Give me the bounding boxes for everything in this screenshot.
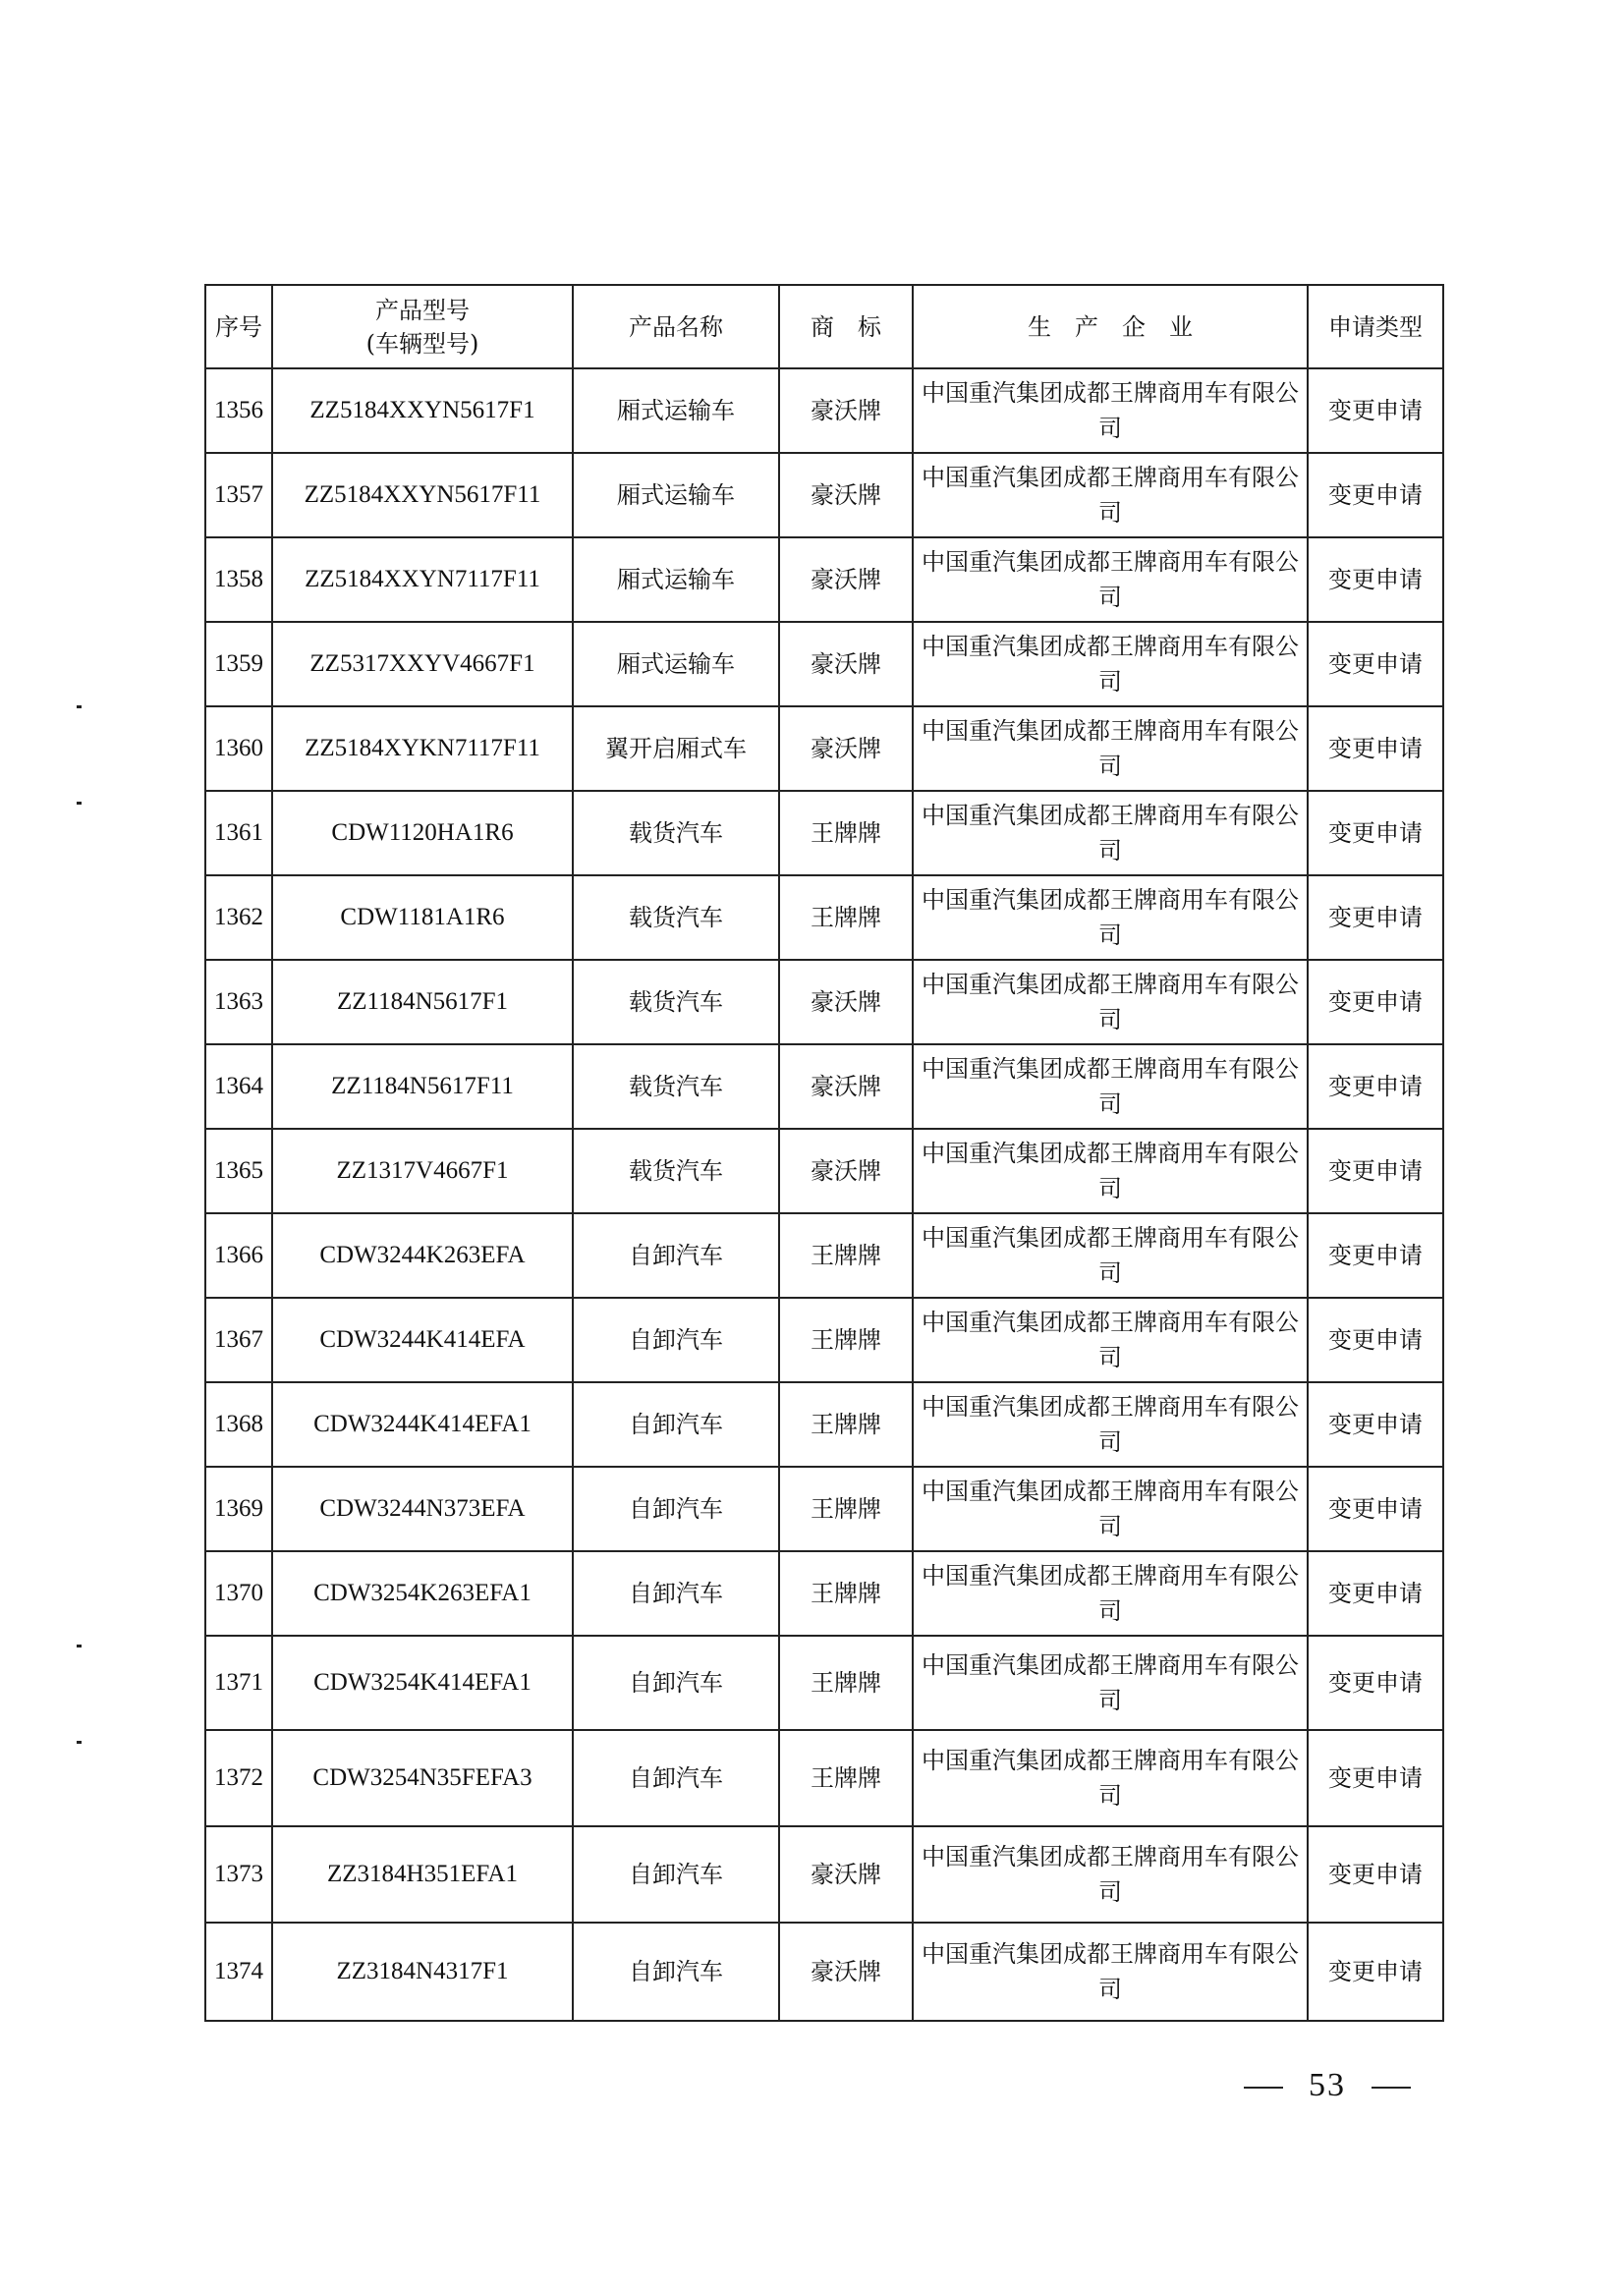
cell-maker: 中国重汽集团成都王牌商用车有限公司 [913,875,1308,960]
cell-name: 自卸汽车 [573,1213,779,1298]
cell-model: ZZ1317V4667F1 [272,1129,573,1213]
cell-seq: 1371 [205,1636,272,1730]
table-row [205,791,1443,875]
cell-name: 翼开启厢式车 [573,706,779,791]
header-model-line2: (车辆型号) [365,329,479,358]
cell-name: 载货汽车 [573,1129,779,1213]
cell-model: CDW3244K414EFA1 [272,1382,573,1467]
cell-type: 变更申请 [1308,706,1443,791]
table-row [205,622,1443,706]
cell-model: ZZ1184N5617F1 [272,960,573,1044]
cell-model: CDW3244K414EFA [272,1298,573,1382]
cell-type: 变更申请 [1308,1551,1443,1636]
cell-maker: 中国重汽集团成都王牌商用车有限公司 [913,1129,1308,1213]
cell-type: 变更申请 [1308,1298,1443,1382]
cell-name: 载货汽车 [573,791,779,875]
cell-seq: 1361 [205,791,272,875]
cell-model: ZZ5184XXYN5617F11 [272,453,573,537]
cell-brand: 豪沃牌 [779,1826,913,1923]
header-name: 产品名称 [573,285,779,368]
cell-seq: 1357 [205,453,272,537]
cell-type: 变更申请 [1308,537,1443,622]
cell-model: ZZ3184H351EFA1 [272,1826,573,1923]
cell-type: 变更申请 [1308,875,1443,960]
cell-seq: 1363 [205,960,272,1044]
table-row [205,1923,1443,2021]
table-row [205,1044,1443,1129]
page-number: 53 [1309,2067,1346,2103]
cell-seq: 1365 [205,1129,272,1213]
table-row [205,453,1443,537]
table-row [205,1826,1443,1923]
cell-seq: 1368 [205,1382,272,1467]
cell-name: 自卸汽车 [573,1636,779,1730]
table-row [205,368,1443,453]
cell-maker: 中国重汽集团成都王牌商用车有限公司 [913,960,1308,1044]
cell-model: CDW3254K414EFA1 [272,1636,573,1730]
cell-seq: 1358 [205,537,272,622]
cell-name: 自卸汽车 [573,1730,779,1826]
cell-model: CDW1181A1R6 [272,875,573,960]
cell-maker: 中国重汽集团成都王牌商用车有限公司 [913,368,1308,453]
header-brand: 商 标 [779,285,913,368]
cell-model: CDW1120HA1R6 [272,791,573,875]
cell-model: ZZ5184XXYN5617F1 [272,368,573,453]
cell-model: CDW3254N35FEFA3 [272,1730,573,1826]
cell-maker: 中国重汽集团成都王牌商用车有限公司 [913,1730,1308,1826]
cell-name: 厢式运输车 [573,453,779,537]
cell-brand: 王牌牌 [779,1213,913,1298]
footer-dash-left [1244,2087,1283,2089]
cell-model: ZZ1184N5617F11 [272,1044,573,1129]
cell-seq: 1369 [205,1467,272,1551]
cell-brand: 王牌牌 [779,1551,913,1636]
margin-mark [77,1741,82,1744]
cell-seq: 1364 [205,1044,272,1129]
table-row [205,1467,1443,1551]
cell-model: ZZ5317XXYV4667F1 [272,622,573,706]
cell-name: 自卸汽车 [573,1467,779,1551]
cell-maker: 中国重汽集团成都王牌商用车有限公司 [913,1636,1308,1730]
cell-brand: 王牌牌 [779,1636,913,1730]
table-row [205,875,1443,960]
cell-maker: 中国重汽集团成都王牌商用车有限公司 [913,1213,1308,1298]
cell-maker: 中国重汽集团成都王牌商用车有限公司 [913,1826,1308,1923]
cell-seq: 1370 [205,1551,272,1636]
table-row [205,706,1443,791]
cell-maker: 中国重汽集团成都王牌商用车有限公司 [913,622,1308,706]
cell-type: 变更申请 [1308,1636,1443,1730]
cell-type: 变更申请 [1308,1213,1443,1298]
cell-name: 载货汽车 [573,875,779,960]
footer-dash-right [1372,2087,1411,2089]
cell-brand: 豪沃牌 [779,1129,913,1213]
table-body [205,368,1443,2021]
cell-brand: 豪沃牌 [779,1044,913,1129]
table-row [205,1213,1443,1298]
header-model [272,285,573,368]
cell-type: 变更申请 [1308,1044,1443,1129]
cell-brand: 豪沃牌 [779,706,913,791]
cell-name: 载货汽车 [573,1044,779,1129]
cell-type: 变更申请 [1308,1826,1443,1923]
cell-model: CDW3254K263EFA1 [272,1551,573,1636]
cell-brand: 豪沃牌 [779,368,913,453]
cell-type: 变更申请 [1308,791,1443,875]
cell-brand: 王牌牌 [779,1467,913,1551]
cell-seq: 1356 [205,368,272,453]
cell-maker: 中国重汽集团成都王牌商用车有限公司 [913,1382,1308,1467]
cell-brand: 豪沃牌 [779,622,913,706]
cell-seq: 1362 [205,875,272,960]
table-row [205,960,1443,1044]
cell-brand: 豪沃牌 [779,960,913,1044]
cell-type: 变更申请 [1308,1129,1443,1213]
header-seq: 序号 [205,285,272,368]
cell-seq: 1374 [205,1923,272,2021]
cell-maker: 中国重汽集团成都王牌商用车有限公司 [913,706,1308,791]
page-footer [1218,2067,1436,2104]
cell-model: ZZ3184N4317F1 [272,1923,573,2021]
cell-model: ZZ5184XYKN7117F11 [272,706,573,791]
cell-maker: 中国重汽集团成都王牌商用车有限公司 [913,1467,1308,1551]
cell-name: 自卸汽车 [573,1923,779,2021]
cell-seq: 1360 [205,706,272,791]
cell-brand: 王牌牌 [779,1298,913,1382]
margin-mark [77,1645,82,1647]
cell-model: CDW3244N373EFA [272,1467,573,1551]
vehicle-product-table [204,284,1444,2022]
cell-type: 变更申请 [1308,1467,1443,1551]
cell-name: 厢式运输车 [573,622,779,706]
header-type: 申请类型 [1308,285,1443,368]
cell-type: 变更申请 [1308,960,1443,1044]
header-model-line1: 产品型号 [375,296,470,324]
cell-maker: 中国重汽集团成都王牌商用车有限公司 [913,537,1308,622]
table-row [205,537,1443,622]
cell-seq: 1373 [205,1826,272,1923]
margin-mark [77,802,82,805]
cell-type: 变更申请 [1308,1923,1443,2021]
cell-maker: 中国重汽集团成都王牌商用车有限公司 [913,1551,1308,1636]
cell-brand: 豪沃牌 [779,537,913,622]
cell-maker: 中国重汽集团成都王牌商用车有限公司 [913,1923,1308,2021]
table-row [205,1551,1443,1636]
cell-type: 变更申请 [1308,622,1443,706]
cell-maker: 中国重汽集团成都王牌商用车有限公司 [913,791,1308,875]
cell-name: 自卸汽车 [573,1298,779,1382]
cell-type: 变更申请 [1308,1730,1443,1826]
cell-maker: 中国重汽集团成都王牌商用车有限公司 [913,453,1308,537]
table-row [205,1636,1443,1730]
header-maker: 生 产 企 业 [913,285,1308,368]
cell-brand: 豪沃牌 [779,453,913,537]
table-header-row [205,285,1443,368]
cell-type: 变更申请 [1308,1382,1443,1467]
cell-brand: 王牌牌 [779,1382,913,1467]
cell-seq: 1367 [205,1298,272,1382]
table-row [205,1129,1443,1213]
table-row [205,1298,1443,1382]
cell-name: 自卸汽车 [573,1382,779,1467]
cell-seq: 1372 [205,1730,272,1826]
cell-type: 变更申请 [1308,453,1443,537]
cell-model: CDW3244K263EFA [272,1213,573,1298]
cell-name: 自卸汽车 [573,1551,779,1636]
cell-brand: 王牌牌 [779,1730,913,1826]
margin-mark [77,705,82,708]
table-row [205,1730,1443,1826]
cell-name: 载货汽车 [573,960,779,1044]
cell-name: 厢式运输车 [573,537,779,622]
cell-maker: 中国重汽集团成都王牌商用车有限公司 [913,1044,1308,1129]
table-row [205,1382,1443,1467]
cell-name: 厢式运输车 [573,368,779,453]
cell-seq: 1366 [205,1213,272,1298]
cell-brand: 王牌牌 [779,791,913,875]
cell-maker: 中国重汽集团成都王牌商用车有限公司 [913,1298,1308,1382]
cell-name: 自卸汽车 [573,1826,779,1923]
cell-seq: 1359 [205,622,272,706]
cell-type: 变更申请 [1308,368,1443,453]
cell-brand: 王牌牌 [779,875,913,960]
cell-brand: 豪沃牌 [779,1923,913,2021]
cell-model: ZZ5184XXYN7117F11 [272,537,573,622]
